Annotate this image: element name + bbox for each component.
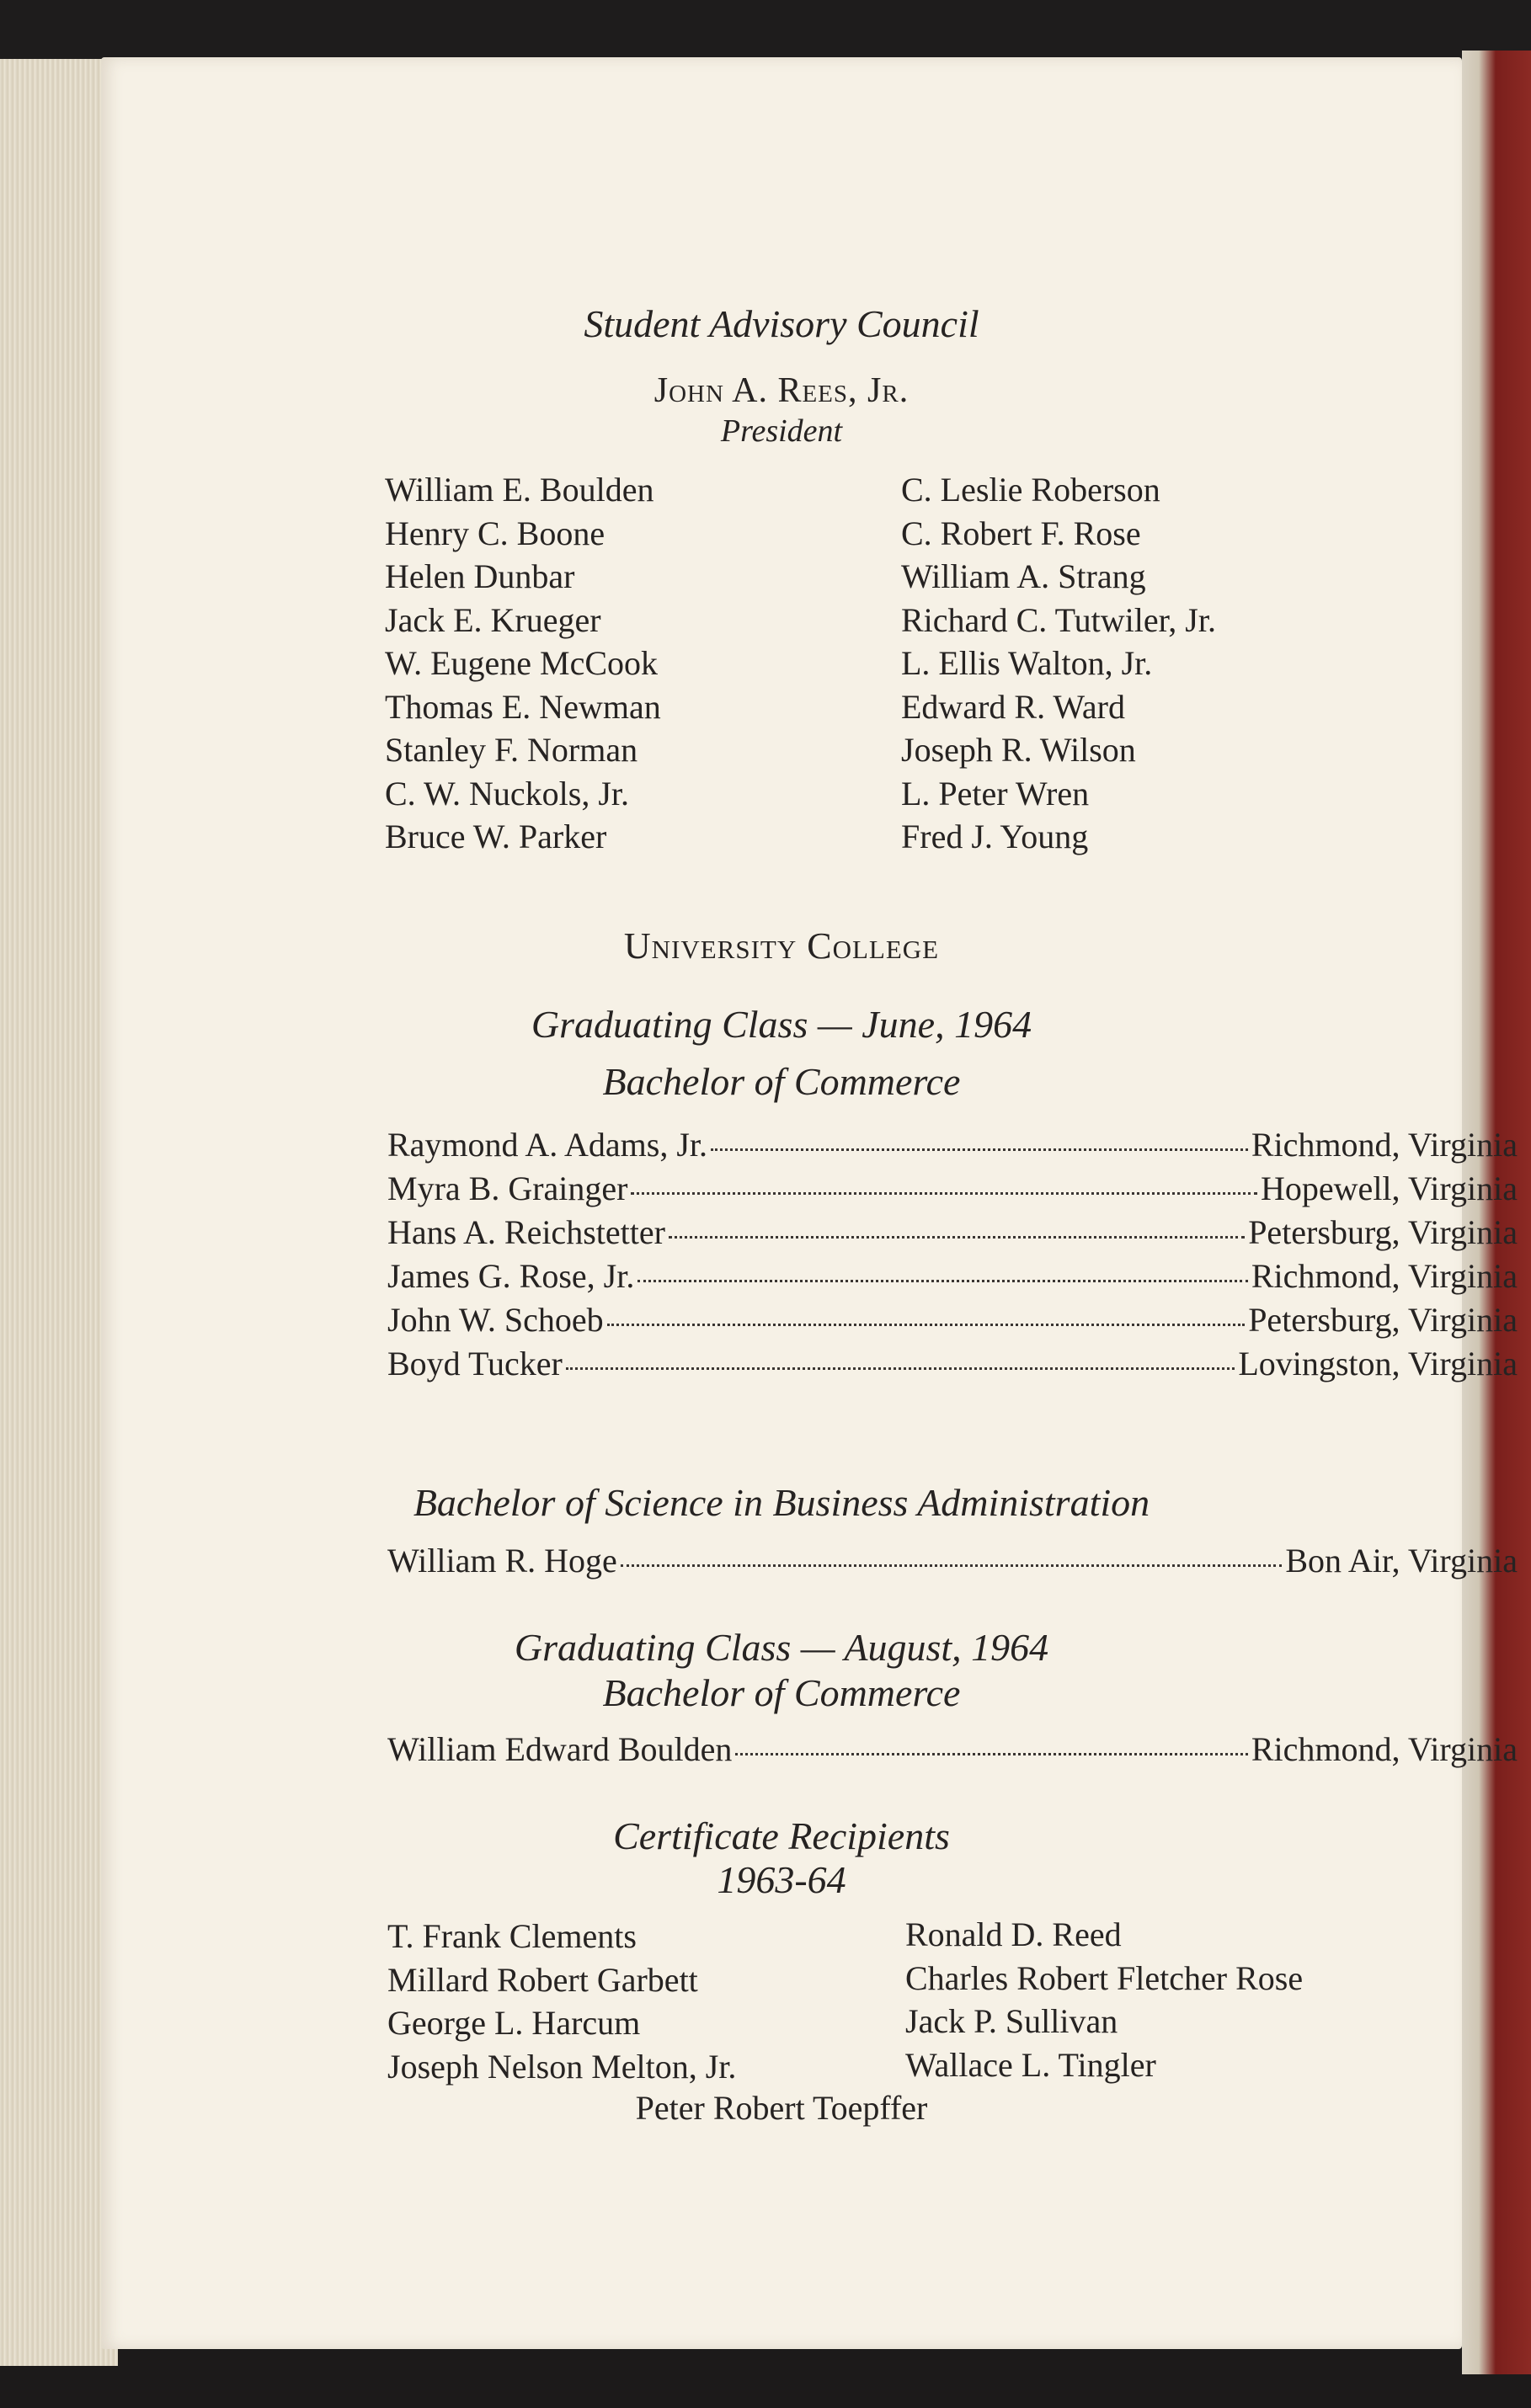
- council-president-name: John A. Rees, Jr.: [653, 371, 910, 410]
- dot-leader: [637, 1280, 1248, 1282]
- council-president-role: President: [720, 413, 843, 449]
- certificates-right: [905, 1913, 1303, 2086]
- graduate-row: [387, 1344, 1518, 1388]
- graduate-row: [387, 1169, 1518, 1212]
- graduate-place: Richmond, Virginia: [1251, 1730, 1518, 1768]
- council-member: Stanley F. Norman: [385, 731, 638, 769]
- graduate-place: Lovingston, Virginia: [1238, 1345, 1518, 1382]
- august-commerce-title: Bachelor of Commerce: [602, 1671, 961, 1714]
- book-page-edges: [0, 59, 118, 2366]
- graduate-row: [387, 1212, 1518, 1256]
- council-member: William E. Boulden: [385, 471, 654, 509]
- dot-leader: [607, 1324, 1246, 1326]
- graduate-row: [387, 1729, 1518, 1773]
- certificate-recipient: Joseph Nelson Melton, Jr.: [387, 2047, 737, 2086]
- graduate-place: Petersburg, Virginia: [1248, 1213, 1518, 1251]
- june-bsba-title: Bachelor of Science in Business Administration: [413, 1481, 1150, 1524]
- council-member: Bruce W. Parker: [385, 818, 607, 855]
- dot-leader: [711, 1148, 1248, 1151]
- top-background: [0, 0, 1531, 61]
- certificate-recipient-last: Peter Robert Toepffer: [635, 2089, 928, 2127]
- graduate-name: Myra B. Grainger: [387, 1169, 628, 1207]
- council-member: C. Robert F. Rose: [901, 514, 1141, 552]
- council-member: Richard C. Tutwiler, Jr.: [901, 600, 1216, 639]
- august-class-title: Graduating Class — August, 1964: [514, 1626, 1049, 1669]
- june-commerce-title: Bachelor of Commerce: [602, 1060, 961, 1103]
- graduate-place: Richmond, Virginia: [1251, 1257, 1518, 1295]
- council-member: C. W. Nuckols, Jr.: [385, 774, 630, 812]
- graduate-place: Petersburg, Virginia: [1248, 1301, 1518, 1339]
- council-member: Joseph R. Wilson: [901, 731, 1136, 769]
- graduate-name: Boyd Tucker: [387, 1345, 563, 1382]
- graduate-name: John W. Schoeb: [387, 1301, 604, 1339]
- council-member: William A. Strang: [901, 557, 1146, 595]
- council-members-right: [901, 468, 1216, 859]
- book-page: [101, 57, 1518, 2349]
- dot-leader: [631, 1192, 1257, 1195]
- certificates-title: Certificate Recipients: [613, 1814, 950, 1857]
- certificate-recipient: Charles Robert Fletcher Rose: [905, 1958, 1304, 1997]
- council-member: Helen Dunbar: [385, 557, 575, 595]
- certificate-recipient: T. Frank Clements: [387, 1917, 637, 1955]
- council-member: L. Peter Wren: [901, 774, 1090, 812]
- certificate-recipient: Ronald D. Reed: [905, 1915, 1122, 1953]
- council-member: W. Eugene McCook: [385, 644, 659, 682]
- graduate-place: Bon Air, Virginia: [1285, 1542, 1518, 1580]
- june-class-title: Graduating Class — June, 1964: [531, 1003, 1032, 1046]
- council-member: L. Ellis Walton, Jr.: [901, 644, 1153, 682]
- graduate-name: William R. Hoge: [387, 1542, 617, 1580]
- graduate-name: James G. Rose, Jr.: [387, 1257, 635, 1295]
- graduate-row: [387, 1125, 1518, 1169]
- certificate-recipient: Wallace L. Tingler: [905, 2045, 1156, 2084]
- council-member: C. Leslie Roberson: [901, 471, 1160, 509]
- certificates-year: 1963-64: [717, 1858, 846, 1901]
- graduate-row: [387, 1541, 1518, 1585]
- council-member: Fred J. Young: [901, 818, 1089, 855]
- graduate-row: [387, 1300, 1518, 1344]
- graduate-place: Richmond, Virginia: [1251, 1126, 1518, 1164]
- certificate-recipient: Millard Robert Garbett: [387, 1960, 698, 1999]
- dot-leader: [669, 1236, 1245, 1239]
- graduate-name: William Edward Boulden: [387, 1730, 733, 1768]
- graduate-name: Raymond A. Adams, Jr.: [387, 1126, 708, 1164]
- graduate-row: [387, 1256, 1518, 1300]
- certificates-left: [387, 1915, 736, 2088]
- council-member: Edward R. Ward: [901, 687, 1125, 726]
- dot-leader: [621, 1564, 1283, 1567]
- graduate-name: Hans A. Reichstetter: [387, 1213, 665, 1251]
- college-title: University College: [623, 925, 940, 967]
- dot-leader: [566, 1367, 1235, 1370]
- council-title: Student Advisory Council: [584, 302, 979, 345]
- council-member: Jack E. Krueger: [385, 600, 601, 639]
- graduate-place: Hopewell, Virginia: [1261, 1169, 1518, 1207]
- certificate-recipient: Jack P. Sullivan: [905, 2002, 1118, 2040]
- council-member: Thomas E. Newman: [385, 687, 661, 726]
- certificate-recipient: George L. Harcum: [387, 2004, 641, 2042]
- council-members-left: [385, 468, 661, 859]
- council-member: Henry C. Boone: [385, 514, 605, 552]
- dot-leader: [735, 1753, 1247, 1755]
